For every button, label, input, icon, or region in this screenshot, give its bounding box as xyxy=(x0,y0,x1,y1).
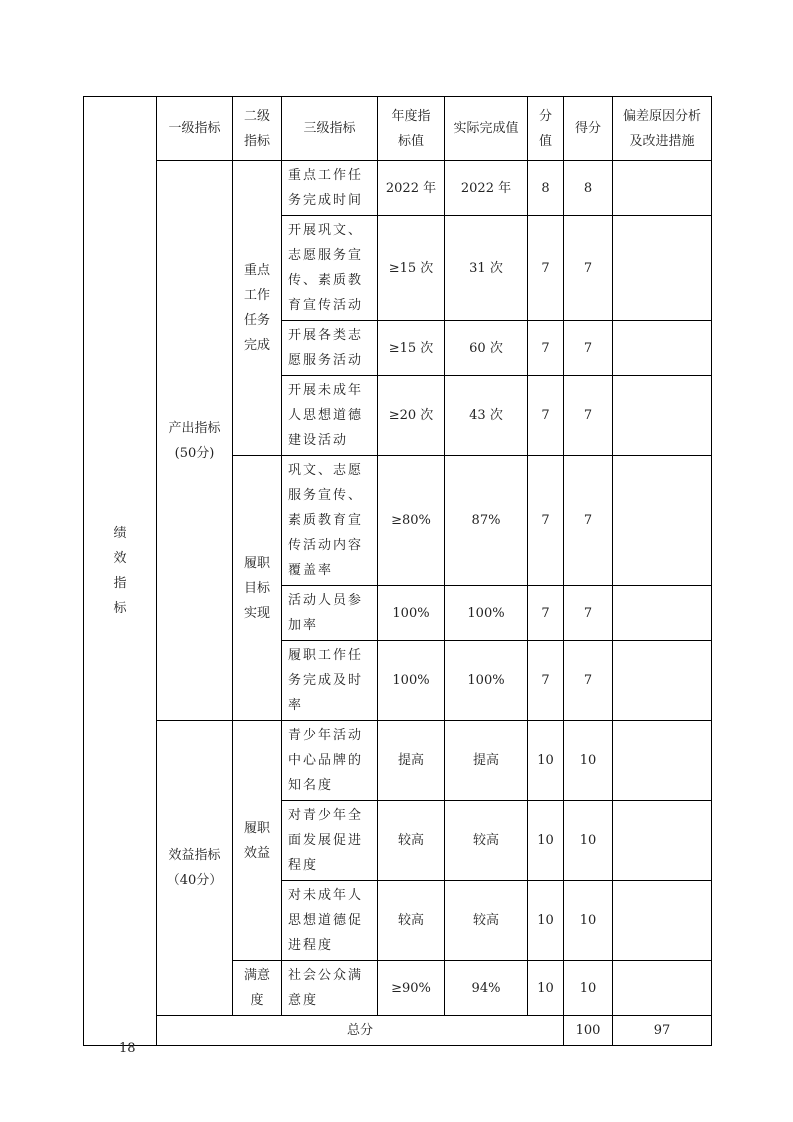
deviation-cell xyxy=(613,376,712,456)
header-actual: 实际完成值 xyxy=(445,97,528,161)
actual-cell: 31 次 xyxy=(445,216,528,321)
score-cell: 7 xyxy=(564,321,613,376)
score-cell: 7 xyxy=(564,216,613,321)
indicator-cell: 青少年活动中心品牌的知名度 xyxy=(282,721,378,801)
level2-key-tasks: 重点 工作 任务 完成 xyxy=(233,161,282,456)
level2-satisfaction: 满意 度 xyxy=(233,961,282,1016)
score-cell: 10 xyxy=(564,961,613,1016)
header-score: 得分 xyxy=(564,97,613,161)
table-row xyxy=(84,161,712,216)
target-cell: 2022 年 xyxy=(378,161,445,216)
indicator-cell: 履职工作任务完成及时率 xyxy=(282,641,378,721)
indicator-cell: 重点工作任务完成时间 xyxy=(282,161,378,216)
actual-cell: 43 次 xyxy=(445,376,528,456)
value-cell: 7 xyxy=(528,641,564,721)
header-deviation: 偏差原因分析 及改进措施 xyxy=(613,97,712,161)
level1-benefit: 效益指标 （40分） xyxy=(157,721,233,1016)
deviation-cell xyxy=(613,161,712,216)
target-cell: ≥80% xyxy=(378,456,445,586)
deviation-cell xyxy=(613,586,712,641)
deviation-cell xyxy=(613,321,712,376)
target-cell: 100% xyxy=(378,641,445,721)
target-cell: ≥90% xyxy=(378,961,445,1016)
page-number: 18 xyxy=(119,1041,136,1056)
value-cell: 10 xyxy=(528,721,564,801)
indicator-cell: 活动人员参加率 xyxy=(282,586,378,641)
score-cell: 7 xyxy=(564,456,613,586)
actual-cell: 60 次 xyxy=(445,321,528,376)
deviation-cell xyxy=(613,881,712,961)
actual-cell: 94% xyxy=(445,961,528,1016)
score-cell: 7 xyxy=(564,586,613,641)
total-row xyxy=(84,1016,712,1046)
total-label: 总分 xyxy=(157,1016,564,1046)
actual-cell: 100% xyxy=(445,641,528,721)
total-value: 100 xyxy=(564,1016,613,1046)
indicator-cell: 开展未成年人思想道德建设活动 xyxy=(282,376,378,456)
target-cell: 较高 xyxy=(378,801,445,881)
level2-duty-goal: 履职 目标 实现 xyxy=(233,456,282,721)
actual-cell: 较高 xyxy=(445,801,528,881)
target-cell: ≥15 次 xyxy=(378,216,445,321)
value-cell: 10 xyxy=(528,801,564,881)
score-cell: 10 xyxy=(564,801,613,881)
value-cell: 10 xyxy=(528,961,564,1016)
header-row xyxy=(84,97,712,161)
actual-cell: 100% xyxy=(445,586,528,641)
indicator-cell: 开展巩文、志愿服务宣传、素质教育宣传活动 xyxy=(282,216,378,321)
target-cell: 100% xyxy=(378,586,445,641)
indicator-cell: 巩文、志愿服务宣传、素质教育宣传活动内容覆盖率 xyxy=(282,456,378,586)
deviation-cell xyxy=(613,961,712,1016)
score-cell: 10 xyxy=(564,881,613,961)
target-cell: 较高 xyxy=(378,881,445,961)
indicator-cell: 对未成年人思想道德促进程度 xyxy=(282,881,378,961)
header-annual-target: 年度指 标值 xyxy=(378,97,445,161)
total-score: 97 xyxy=(613,1016,712,1046)
score-cell: 7 xyxy=(564,376,613,456)
header-score-value: 分 值 xyxy=(528,97,564,161)
indicator-cell: 开展各类志愿服务活动 xyxy=(282,321,378,376)
value-cell: 7 xyxy=(528,376,564,456)
deviation-cell xyxy=(613,801,712,881)
target-cell: ≥15 次 xyxy=(378,321,445,376)
value-cell: 8 xyxy=(528,161,564,216)
indicator-cell: 社会公众满意度 xyxy=(282,961,378,1016)
indicator-cell: 对青少年全面发展促进程度 xyxy=(282,801,378,881)
value-cell: 7 xyxy=(528,321,564,376)
target-cell: 提高 xyxy=(378,721,445,801)
deviation-cell xyxy=(613,216,712,321)
value-cell: 10 xyxy=(528,881,564,961)
actual-cell: 87% xyxy=(445,456,528,586)
header-level1: 一级指标 xyxy=(157,97,233,161)
score-cell: 8 xyxy=(564,161,613,216)
deviation-cell xyxy=(613,456,712,586)
table-row xyxy=(84,721,712,801)
score-cell: 10 xyxy=(564,721,613,801)
deviation-cell xyxy=(613,721,712,801)
actual-cell: 2022 年 xyxy=(445,161,528,216)
level2-duty-benefit: 履职 效益 xyxy=(233,721,282,961)
actual-cell: 较高 xyxy=(445,881,528,961)
score-cell: 7 xyxy=(564,641,613,721)
header-level2: 二级 指标 xyxy=(233,97,282,161)
performance-indicators-label: 绩 效 指 标 xyxy=(84,97,157,1046)
actual-cell: 提高 xyxy=(445,721,528,801)
performance-indicator-table xyxy=(83,96,712,1046)
level1-output: 产出指标 (50分) xyxy=(157,161,233,721)
target-cell: ≥20 次 xyxy=(378,376,445,456)
deviation-cell xyxy=(613,641,712,721)
value-cell: 7 xyxy=(528,586,564,641)
value-cell: 7 xyxy=(528,216,564,321)
value-cell: 7 xyxy=(528,456,564,586)
header-level3: 三级指标 xyxy=(282,97,378,161)
